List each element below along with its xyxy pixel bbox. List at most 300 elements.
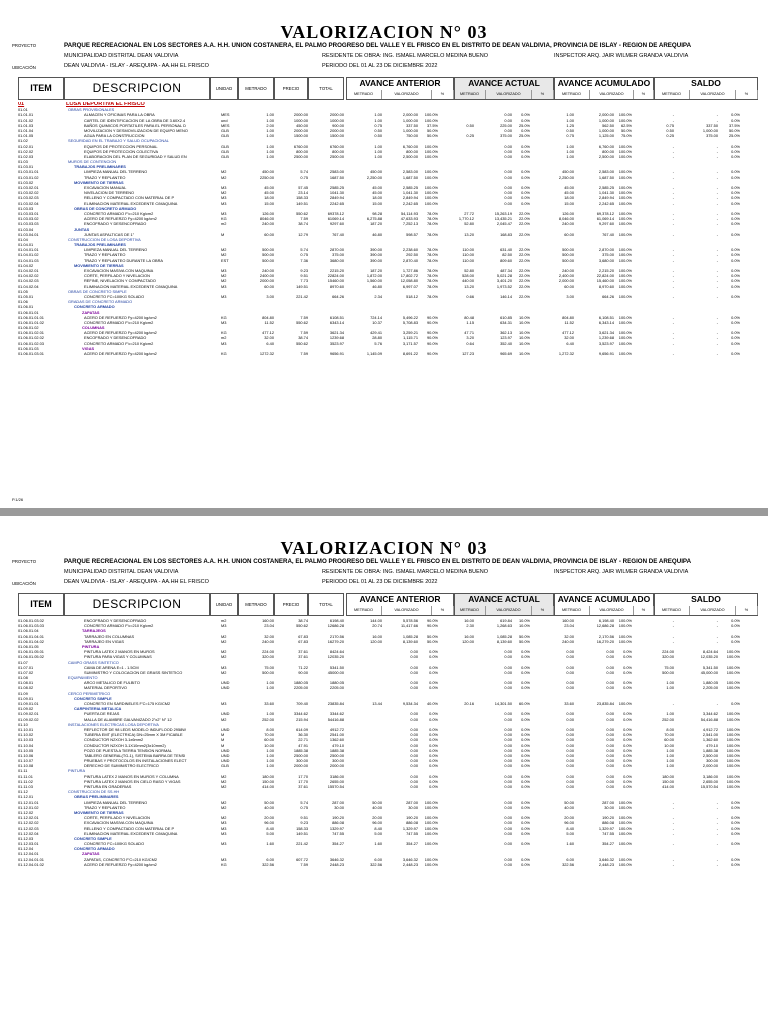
item-code: 01.03.03.01: [18, 210, 39, 216]
price: 450.00: [296, 122, 308, 128]
item-code: 01.02.02: [18, 148, 34, 154]
anterior-percent: 40.0%: [426, 701, 438, 706]
saldo-percent: 0.0%: [731, 701, 740, 706]
item-code: 01.06.01.03: [18, 345, 39, 351]
acumulado-valorizado: 3,523.97: [598, 340, 614, 346]
acumulado-percent: 100.0%: [618, 148, 632, 154]
unit: M2: [221, 190, 227, 196]
metrado: 5.00: [266, 830, 274, 836]
item-description: INSTALACIONES ELECTRICAS LOSA DEPORTIVA: [68, 721, 159, 727]
anterior-metrado: 1,145.09: [366, 351, 382, 356]
actual-valorizado: 0.00: [504, 664, 512, 670]
unit: M3: [221, 268, 227, 273]
saldo-valorizado: -: [716, 216, 718, 222]
actual-valorizado: 1,085.28: [496, 633, 512, 639]
anterior-percent: 0.0%: [429, 685, 438, 691]
anterior-percent: 50.0%: [426, 127, 438, 133]
item-description: NIVELACION DE TERRENO: [84, 190, 135, 196]
group-title-anterior: AVANCE ANTERIOR: [359, 78, 441, 88]
actual-percent: 0.0%: [521, 195, 530, 201]
anterior-percent: 90.0%: [426, 351, 438, 356]
acumulado-valorizado: 0.00: [606, 784, 614, 789]
anterior-percent: 0.0%: [429, 680, 438, 686]
acumulado-percent: 100.0%: [618, 174, 632, 180]
acumulado-percent: 100.0%: [618, 856, 632, 862]
metrado: 1.00: [266, 127, 274, 133]
saldo-percent: 0.0%: [731, 633, 740, 639]
item-description: ENCOFRADO Y DESENCOFRADO: [84, 221, 147, 227]
anterior-valorizado: 0.00: [410, 726, 418, 732]
item-code: 01.06.01.04.02: [18, 638, 44, 644]
saldo-metrado: -: [672, 117, 674, 123]
unit: M2: [221, 778, 227, 784]
item-description: PINTURA PARA VIGAS Y COLUMNAS: [84, 654, 152, 660]
actual-percent: 22.0%: [518, 231, 530, 237]
metrado: 450.00: [262, 169, 274, 175]
anterior-percent: 90.0%: [426, 319, 438, 325]
anterior-metrado: 1,560.00: [366, 278, 382, 284]
metrado: 804.80: [262, 314, 274, 320]
total: 1885.38: [329, 747, 344, 753]
total: 3344.62: [329, 711, 344, 717]
total: 22824.00: [327, 273, 344, 279]
saldo-valorizado: -: [716, 231, 718, 237]
item-description: MOVIMIENTO DE TIERRAS: [74, 809, 124, 815]
unit: M2: [221, 169, 227, 175]
item-code: 01.06.01.03.01: [18, 351, 44, 356]
price: 38.74: [298, 618, 308, 623]
price: 9.51: [300, 273, 308, 279]
column-header-total: TOTAL: [308, 593, 344, 616]
actual-valorizado: 0.00: [504, 763, 512, 769]
saldo-valorizado: -: [716, 153, 718, 159]
group-title-actual: AVANCE ACTUAL: [468, 594, 540, 604]
saldo-percent: 100.0%: [726, 778, 740, 784]
anterior-valorizado: 1,085.28: [402, 633, 418, 639]
item-code: 01.12.03: [18, 835, 34, 841]
actual-percent: 0.0%: [521, 669, 530, 675]
anterior-valorizado: 2,238.60: [402, 247, 418, 253]
item-code: 01.10.06: [18, 752, 34, 758]
actual-percent: 0.0%: [521, 804, 530, 810]
total: 2170.56: [329, 633, 344, 639]
item-code: 01.12.04.01.02: [18, 861, 44, 867]
acumulado-metrado: 2,250.00: [558, 174, 574, 180]
item-code: 01.12.02: [18, 809, 34, 815]
saldo-metrado: -: [672, 815, 674, 821]
saldo-valorizado: -: [716, 174, 718, 180]
acumulado-percent: 100.0%: [618, 210, 632, 216]
acumulado-metrado: 1,272.32: [558, 351, 574, 356]
anterior-metrado: 429.41: [370, 330, 382, 336]
acumulado-valorizado: 1,041.30: [598, 190, 614, 196]
anterior-percent: 78.0%: [426, 252, 438, 258]
acumulado-percent: 0.0%: [623, 716, 632, 722]
anterior-percent: 100.0%: [424, 825, 438, 831]
saldo-valorizado: -: [716, 638, 718, 644]
acumulado-percent: 100.0%: [618, 112, 632, 118]
acumulado-percent: 100.0%: [618, 638, 632, 644]
acumulado-valorizado: 61,069.14: [596, 216, 614, 222]
total: 6760.00: [329, 143, 344, 149]
item-code: 01.09.02: [18, 706, 34, 712]
item-description: EXCAVACION MASIVA CON MAQUINA: [84, 268, 154, 273]
price: 22.71: [298, 737, 308, 743]
item-description: MATERIAL DEPORTIVO: [84, 685, 127, 691]
acumulado-metrado: 1.00: [566, 117, 574, 123]
table-row: [18, 351, 758, 356]
price: 3344.62: [293, 711, 308, 717]
anterior-percent: 90.0%: [426, 340, 438, 346]
saldo-metrado: -: [672, 701, 674, 706]
acumulado-metrado: 500.00: [562, 247, 574, 253]
saldo-metrado: 414.00: [662, 784, 674, 789]
actual-valorizado: 2,045.47: [496, 221, 512, 227]
item-code: 01.02: [18, 138, 28, 144]
total: 1500.00: [329, 133, 344, 139]
saldo-valorizado: -: [716, 252, 718, 258]
acumulado-valorizado: 0.00: [606, 669, 614, 675]
anterior-percent: 100.0%: [424, 174, 438, 180]
acumulado-metrado: 500.00: [562, 257, 574, 263]
unit: M2: [221, 247, 227, 253]
acumulado-valorizado: 6,198.40: [598, 618, 614, 623]
actual-valorizado: 0.00: [504, 815, 512, 821]
anterior-metrado: 20.00: [372, 815, 382, 821]
price: 221.42: [296, 293, 308, 299]
actual-metrado: 0.66: [466, 293, 474, 299]
price: 7.59: [300, 216, 308, 222]
saldo-metrado: -: [672, 153, 674, 159]
total: 2000.00: [329, 127, 344, 133]
item-code: 01.06.01.01: [18, 309, 39, 315]
anterior-percent: 100.0%: [424, 153, 438, 159]
saldo-valorizado: -: [716, 169, 718, 175]
price: 5.74: [300, 169, 308, 175]
actual-valorizado: 8,139.60: [496, 638, 512, 644]
item-code: 01.01.02: [18, 117, 34, 123]
saldo-percent: 0.0%: [731, 638, 740, 644]
metrado: 240.00: [262, 268, 274, 273]
saldo-percent: 50.0%: [728, 127, 740, 133]
item-description: EQUIPOS DE PROTECCION COLECTIVA: [84, 148, 159, 154]
anterior-percent: 78.0%: [426, 216, 438, 222]
anterior-valorizado: 5,578.56: [402, 618, 418, 623]
anterior-percent: 78.0%: [426, 247, 438, 253]
metrado: 2400.00: [259, 273, 274, 279]
acumulado-valorizado: 2,448.23: [598, 861, 614, 867]
anterior-valorizado: 1,329.97: [402, 825, 418, 831]
metrado: 2.00: [266, 122, 274, 128]
total: 1000.00: [329, 117, 344, 123]
item-code: 01.03: [18, 159, 28, 165]
actual-percent: 0.0%: [521, 716, 530, 722]
unit: M2: [221, 273, 227, 279]
saldo-valorizado: -: [716, 148, 718, 154]
anterior-percent: 0.0%: [429, 716, 438, 722]
column-header-descripcion: DESCRIPCION: [64, 593, 210, 616]
acumulado-percent: 100.0%: [618, 314, 632, 320]
anterior-percent: 78.0%: [426, 268, 438, 273]
total: 2448.23: [329, 861, 344, 867]
item-code: 01.07: [18, 659, 28, 665]
saldo-percent: 0.0%: [731, 340, 740, 346]
metrado: 6.00: [266, 856, 274, 862]
unit: M2: [221, 716, 227, 722]
saldo-metrado: -: [672, 190, 674, 196]
saldo-metrado: -: [672, 856, 674, 862]
anterior-percent: 100.0%: [424, 856, 438, 862]
anterior-percent: 90.0%: [426, 330, 438, 336]
item-code: 01.09: [18, 690, 28, 696]
acumulado-metrado: 32.00: [564, 633, 574, 639]
periodo-value: PERIODO DEL 01 AL 23 DE DICIEMBRE 2022: [322, 63, 438, 69]
item-description: TRAZO Y REPLANTEO: [84, 252, 126, 258]
actual-valorizado: 0.00: [504, 773, 512, 779]
residente-de-obra: RESIDENTE DE OBRA: ING. ISMAEL MARCELO MEDINA BUENO: [322, 53, 489, 59]
item-code: 01.09.01: [18, 695, 34, 701]
saldo-metrado: -: [672, 861, 674, 867]
price: 9.23: [300, 268, 308, 273]
actual-metrado: 3.20: [466, 335, 474, 341]
acumulado-metrado: 20.00: [564, 815, 574, 821]
acumulado-valorizado: 886.08: [602, 820, 614, 826]
anterior-percent: 78.0%: [426, 257, 438, 263]
unit: UND: [221, 752, 230, 758]
saldo-metrado: -: [672, 247, 674, 253]
unit: M3: [221, 701, 227, 706]
saldo-valorizado: -: [716, 117, 718, 123]
acumulado-metrado: 15.00: [564, 200, 574, 206]
item-description: CONCRETO SIMPLE: [74, 695, 112, 701]
saldo-metrado: 1.00: [666, 752, 674, 758]
saldo-valorizado: 2,500.00: [702, 752, 718, 758]
anterior-valorizado: 337.50: [406, 122, 418, 128]
anterior-metrado: 46.80: [372, 283, 382, 289]
anterior-percent: 0.0%: [429, 747, 438, 753]
saldo-metrado: -: [672, 143, 674, 149]
metrado: 1.00: [266, 685, 274, 691]
acumulado-valorizado: 664.26: [602, 293, 614, 299]
actual-valorizado: 146.14: [500, 293, 512, 299]
saldo-valorizado: 300.00: [706, 758, 718, 764]
actual-valorizado: 0.00: [504, 716, 512, 722]
metrado: 240.00: [262, 221, 274, 227]
proyecto-name: PARQUE RECREACIONAL EN LOS SECTORES A.A. H.H. UNION COSTANERA, EL PALMO PROGRESO DEL VALLE Y EL FRISCO EN EL DISTRITO DE DEAN VALDIVIA, PROVINCIA DE ISLAY - REGION DE AREQUIPA: [64, 42, 692, 49]
total: 2242.65: [329, 200, 344, 206]
actual-valorizado: 0.00: [504, 742, 512, 748]
item-code: 01.06.01.03.03: [18, 623, 44, 629]
metrado: 23.04: [264, 623, 274, 629]
actual-valorizado: 0.00: [504, 856, 512, 862]
price: 71.22: [298, 664, 308, 670]
acumulado-percent: 100.0%: [618, 815, 632, 821]
sub-header-metrado: METRADO: [454, 90, 486, 99]
price: 550.62: [296, 210, 308, 216]
unit: M: [221, 732, 225, 738]
acumulado-valorizado: 562.50: [602, 122, 614, 128]
anterior-metrado: 0.50: [374, 133, 382, 139]
acumulado-metrado: 1.00: [566, 112, 574, 118]
actual-valorizado: 362.13: [500, 330, 512, 336]
item-code: 01.03.02.04: [18, 200, 39, 206]
anterior-percent: 100.0%: [424, 200, 438, 206]
acumulado-valorizado: 2,170.56: [598, 633, 614, 639]
item-description: CONSTRUCCION DE SS.HH: [68, 789, 120, 795]
price: 550.62: [296, 623, 308, 629]
item-code: 01.12.02.04: [18, 830, 39, 836]
saldo-percent: 0.0%: [731, 210, 740, 216]
item-description: TRABAJOS PRELIMINARES: [74, 164, 126, 170]
anterior-metrado: 724.14: [370, 314, 382, 320]
anterior-valorizado: 800.00: [406, 148, 418, 154]
actual-percent: 0.0%: [521, 127, 530, 133]
metrado: 500.00: [262, 247, 274, 253]
metrado: 150.00: [262, 778, 274, 784]
actual-valorizado: 0.00: [504, 804, 512, 810]
saldo-valorizado: 54,416.88: [700, 716, 718, 722]
actual-percent: 0.0%: [521, 190, 530, 196]
actual-valorizado: 0.00: [504, 174, 512, 180]
actual-metrado: 52.80: [464, 268, 474, 273]
anterior-valorizado: 9,534.34: [402, 701, 418, 706]
price: 550.62: [296, 340, 308, 346]
column-header-metrado: METRADO: [238, 593, 274, 616]
price: 17.70: [298, 773, 308, 779]
actual-percent: 0.0%: [521, 742, 530, 748]
saldo-percent: 100.0%: [726, 669, 740, 675]
acumulado-valorizado: 0.00: [606, 747, 614, 753]
actual-valorizado: 0.00: [504, 169, 512, 175]
acumulado-percent: 100.0%: [618, 623, 632, 629]
item-code: 01.11.03: [18, 784, 33, 789]
item-code: 01.03.01.02: [18, 174, 39, 180]
metrado: 1.00: [266, 680, 274, 686]
anterior-percent: 100.0%: [424, 861, 438, 867]
item-description: LIMPIEZA MANUAL DEL TERRENO: [84, 169, 148, 175]
saldo-metrado: 1.00: [666, 685, 674, 691]
sub-header-metrado: METRADO: [346, 606, 382, 615]
actual-valorizado: 610.85: [500, 314, 512, 320]
anterior-percent: 78.0%: [426, 283, 438, 289]
sub-header-metrado: METRADO: [554, 606, 590, 615]
valorization-table: [18, 102, 758, 356]
anterior-valorizado: 2,583.00: [402, 169, 418, 175]
acumulado-valorizado: 0.00: [606, 711, 614, 717]
metrado: 50.00: [264, 799, 274, 805]
actual-percent: 0.0%: [521, 825, 530, 831]
actual-valorizado: 631.40: [500, 247, 512, 253]
actual-valorizado: 168.83: [500, 231, 512, 237]
actual-valorizado: 13,435.21: [494, 216, 512, 222]
actual-percent: 0.0%: [521, 815, 530, 821]
unit: GLB: [221, 763, 229, 769]
item-description: CONCRETO ARMADO F'c=210 Kg/cm2: [84, 623, 154, 629]
anterior-valorizado: 2,000.00: [402, 112, 418, 118]
acumulado-percent: 100.0%: [618, 618, 632, 623]
metrado: 1272.32: [259, 351, 274, 356]
actual-percent: 22.0%: [518, 293, 530, 299]
unit: MES: [221, 122, 230, 128]
sub-header-pct: %: [432, 90, 454, 99]
actual-valorizado: 0.00: [504, 148, 512, 154]
anterior-metrado: 1.00: [374, 117, 382, 123]
sub-header-valorizado: VALORIZADO: [486, 606, 532, 615]
saldo-percent: 0.0%: [731, 257, 740, 263]
metrado: 240.00: [262, 638, 274, 644]
actual-valorizado: 0.00: [504, 711, 512, 717]
total: 3680.00: [329, 257, 344, 263]
saldo-percent: 0.0%: [731, 185, 740, 190]
unit: m2: [221, 618, 227, 623]
saldo-percent: 0.0%: [731, 252, 740, 258]
saldo-percent: 0.0%: [731, 319, 740, 325]
anterior-percent: 0.0%: [429, 737, 438, 743]
item-code: 01.10.01: [18, 726, 34, 732]
metrado: 500.00: [262, 257, 274, 263]
saldo-percent: 100.0%: [726, 711, 740, 717]
item-code: 01.06.01.02.02: [18, 335, 44, 341]
anterior-metrado: 120.00: [370, 638, 382, 644]
saldo-valorizado: -: [716, 861, 718, 867]
anterior-valorizado: 3,259.21: [402, 330, 418, 336]
saldo-valorizado: -: [716, 247, 718, 253]
saldo-valorizado: -: [716, 210, 718, 216]
saldo-percent: 0.0%: [731, 293, 740, 299]
actual-percent: 0.0%: [521, 747, 530, 753]
acumulado-percent: 0.0%: [623, 784, 632, 789]
item-description: DERECHO DE SUMINISTRO ELECTRICO: [84, 763, 159, 769]
total: 1041.30: [329, 190, 344, 196]
acumulado-valorizado: 2,849.94: [598, 195, 614, 201]
metrado: 322.56: [262, 861, 274, 867]
actual-valorizado: 5,021.28: [496, 273, 512, 279]
price: 149.51: [296, 830, 308, 836]
saldo-percent: 0.0%: [731, 825, 740, 831]
saldo-metrado: 8.00: [666, 726, 674, 732]
item-description: ACERO DE REFUERZO Fy=4200 kg/cm2: [84, 314, 157, 320]
actual-percent: 22.0%: [518, 216, 530, 222]
item-description: COLUMNAS: [82, 325, 105, 331]
price: 47.91: [298, 742, 308, 748]
acumulado-valorizado: 30.00: [604, 804, 614, 810]
saldo-percent: 0.0%: [731, 856, 740, 862]
metrado: 1.00: [266, 752, 274, 758]
acumulado-metrado: 8,046.00: [558, 216, 574, 222]
item-code: 01.01.04: [18, 127, 34, 133]
actual-percent: 10.0%: [518, 340, 530, 346]
total: 190.20: [332, 815, 344, 821]
anterior-valorizado: 0.00: [410, 716, 418, 722]
metrado: 160.00: [262, 618, 274, 623]
metrado: 126.00: [262, 210, 274, 216]
total: 1329.97: [329, 825, 344, 831]
anterior-valorizado: 12,058.80: [400, 278, 418, 284]
column-header-unidad: UNIDAD: [210, 77, 238, 100]
acumulado-percent: 0.0%: [623, 773, 632, 779]
unit: EST: [221, 257, 229, 263]
saldo-metrado: -: [672, 319, 674, 325]
anterior-metrado: 187.20: [370, 268, 382, 273]
saldo-valorizado: -: [716, 820, 718, 826]
acumulado-percent: 0.0%: [623, 732, 632, 738]
acumulado-metrado: 60.00: [564, 231, 574, 237]
item-code: 01.10.08: [18, 763, 34, 769]
total: 54416.88: [327, 716, 344, 722]
item-code: 01.08.01: [18, 680, 34, 686]
saldo-metrado: 0.25: [666, 133, 674, 139]
unit: m2: [221, 335, 227, 341]
